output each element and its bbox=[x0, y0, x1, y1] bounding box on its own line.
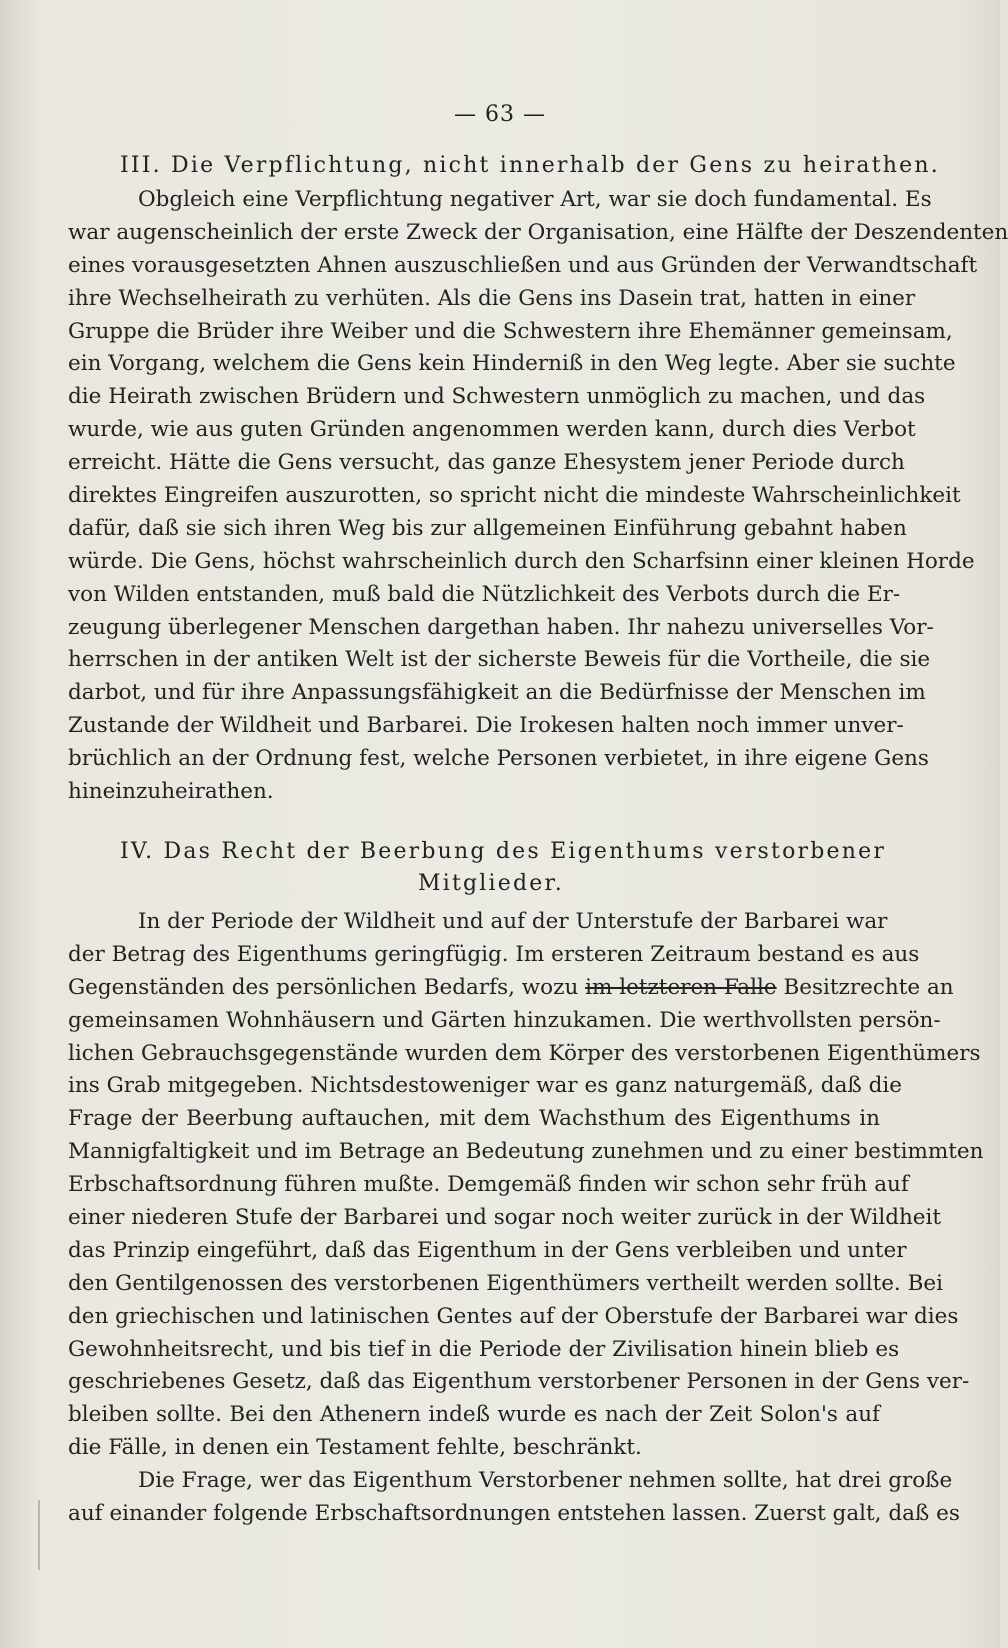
text-line: Obgleich eine Verpflichtung negativer Art, war sie doch fundamental. Es bbox=[138, 187, 932, 212]
text-line: Mannigfaltigkeit und im Betrage an Bedeutung zunehmen und zu einer bestimmten bbox=[68, 1139, 984, 1165]
section-iii bbox=[68, 150, 1008, 809]
text-segment: Gegenständen des persönlichen Bedarfs, wozu bbox=[68, 974, 579, 1000]
text-line: die Fälle, in denen ein Testament fehlte, beschränkt. bbox=[68, 1435, 642, 1461]
section-iv-paragraph-1 bbox=[68, 906, 984, 1465]
text-line: wurde, wie aus guten Gründen angenommen werden kann, durch dies Verbot bbox=[68, 417, 916, 443]
text-line: zeugung überlegener Menschen dargethan haben. Ihr nahezu universelles Vor- bbox=[68, 614, 934, 640]
text-line: einer niederen Stufe der Barbarei und sogar noch weiter zurück in der Wildheit bbox=[68, 1205, 942, 1231]
text-line: die Heirath zwischen Brüdern und Schwestern unmöglich zu machen, und das bbox=[68, 384, 926, 410]
text-line: Frage der Beerbung auftauchen, mit dem Wachsthum des Eigenthums in bbox=[68, 1106, 880, 1132]
text-line: ins Grab mitgegeben. Nichtsdestoweniger war es ganz naturgemäß, daß die bbox=[68, 1073, 902, 1099]
text-line: den griechischen und latinischen Gentes auf der Oberstufe der Barbarei war dies bbox=[68, 1303, 959, 1329]
page-number: — 63 — bbox=[454, 102, 546, 127]
text-line: eines vorausgesetzten Ahnen auszuschließen und aus Gründen der Verwandtschaft bbox=[68, 252, 978, 278]
text-line: gemeinsamen Wohnhäusern und Gärten hinzukamen. Die werthvollsten persön- bbox=[68, 1007, 941, 1033]
section-iii-heading: III. Die Verpflichtung, nicht innerhalb der Gens zu heirathen. bbox=[120, 153, 940, 178]
section-iv bbox=[68, 836, 984, 1531]
text-segment: Besitzrechte an bbox=[783, 974, 954, 1000]
text-line: dafür, daß sie sich ihren Weg bis zur allgemeinen Einführung gebahnt haben bbox=[68, 515, 907, 541]
text-line: brüchlich an der Ordnung fest, welche Personen verbietet, in ihre eigene Gens bbox=[68, 746, 929, 772]
text-line: ein Vorgang, welchem die Gens kein Hinderniß in den Weg legte. Aber sie suchte bbox=[68, 351, 956, 377]
text-line: lichen Gebrauchsgegenstände wurden dem Körper des verstorbenen Eigenthümers bbox=[68, 1040, 981, 1066]
text-line: herrschen in der antiken Welt ist der sicherste Beweis für die Vortheile, die sie bbox=[68, 647, 931, 673]
margin-pencil-mark bbox=[38, 1500, 40, 1570]
struck-through-text: im letzteren Falle bbox=[585, 974, 777, 1000]
text-line: das Prinzip eingeführt, daß das Eigenthum in der Gens verbleiben und unter bbox=[68, 1237, 907, 1263]
text-line: von Wilden entstanden, muß bald die Nützlichkeit des Verbots durch die Er- bbox=[68, 581, 901, 607]
text-line: war augenscheinlich der erste Zweck der Organisation, eine Hälfte der Deszendenten bbox=[68, 219, 1008, 245]
text-line: Die Frage, wer das Eigenthum Verstorbener nehmen sollte, hat drei große bbox=[138, 1468, 953, 1494]
section-iv-heading-continued: Mitglieder. bbox=[418, 871, 564, 896]
text-line: darbot, und für ihre Anpassungsfähigkeit an die Bedürfnisse der Menschen im bbox=[68, 680, 926, 706]
text-line: Erbschaftsordnung führen mußte. Demgemäß finden wir schon sehr früh auf bbox=[68, 1172, 909, 1198]
text-line: direktes Eingreifen auszurotten, so spricht nicht die mindeste Wahrscheinlichkeit bbox=[68, 483, 961, 509]
text-line: Zustande der Wildheit und Barbarei. Die Irokesen halten noch immer unver- bbox=[68, 713, 904, 739]
section-iii-paragraph bbox=[68, 184, 1008, 809]
section-iv-heading: IV. Das Recht der Beerbung des Eigenthums verstorbener bbox=[120, 839, 887, 864]
text-line: erreicht. Hätte die Gens versucht, das ganze Ehesystem jener Periode durch bbox=[68, 450, 905, 476]
text-line: auf einander folgende Erbschaftsordnungen entstehen lassen. Zuerst galt, daß es bbox=[68, 1501, 960, 1527]
text-line: Gewohnheitsrecht, und bis tief in die Periode der Zivilisation hinein blieb es bbox=[68, 1336, 900, 1362]
section-iv-paragraph-2 bbox=[68, 1465, 960, 1531]
text-line: bleiben sollte. Bei den Athenern indeß wurde es nach der Zeit Solon's auf bbox=[68, 1402, 880, 1428]
text-line: ihre Wechselheirath zu verhüten. Als die Gens ins Dasein trat, hatten in einer bbox=[68, 285, 916, 311]
text-line: geschriebenes Gesetz, daß das Eigenthum verstorbener Personen in der Gens ver- bbox=[68, 1369, 970, 1395]
text-line: der Betrag des Eigenthums geringfügig. Im ersteren Zeitraum bestand es aus bbox=[68, 941, 920, 967]
text-line: würde. Die Gens, höchst wahrscheinlich durch den Scharfsinn einer kleinen Horde bbox=[68, 548, 975, 574]
text-line: hineinzuheirathen. bbox=[68, 779, 274, 805]
text-line-with-correction bbox=[68, 972, 954, 1005]
text-line: Gruppe die Brüder ihre Weiber und die Schwestern ihre Ehemänner gemeinsam, bbox=[68, 318, 953, 344]
text-line: den Gentilgenossen des verstorbenen Eigenthümers vertheilt werden sollte. Bei bbox=[68, 1270, 944, 1296]
text-line: In der Periode der Wildheit und auf der Unterstufe der Barbarei war bbox=[138, 909, 888, 934]
